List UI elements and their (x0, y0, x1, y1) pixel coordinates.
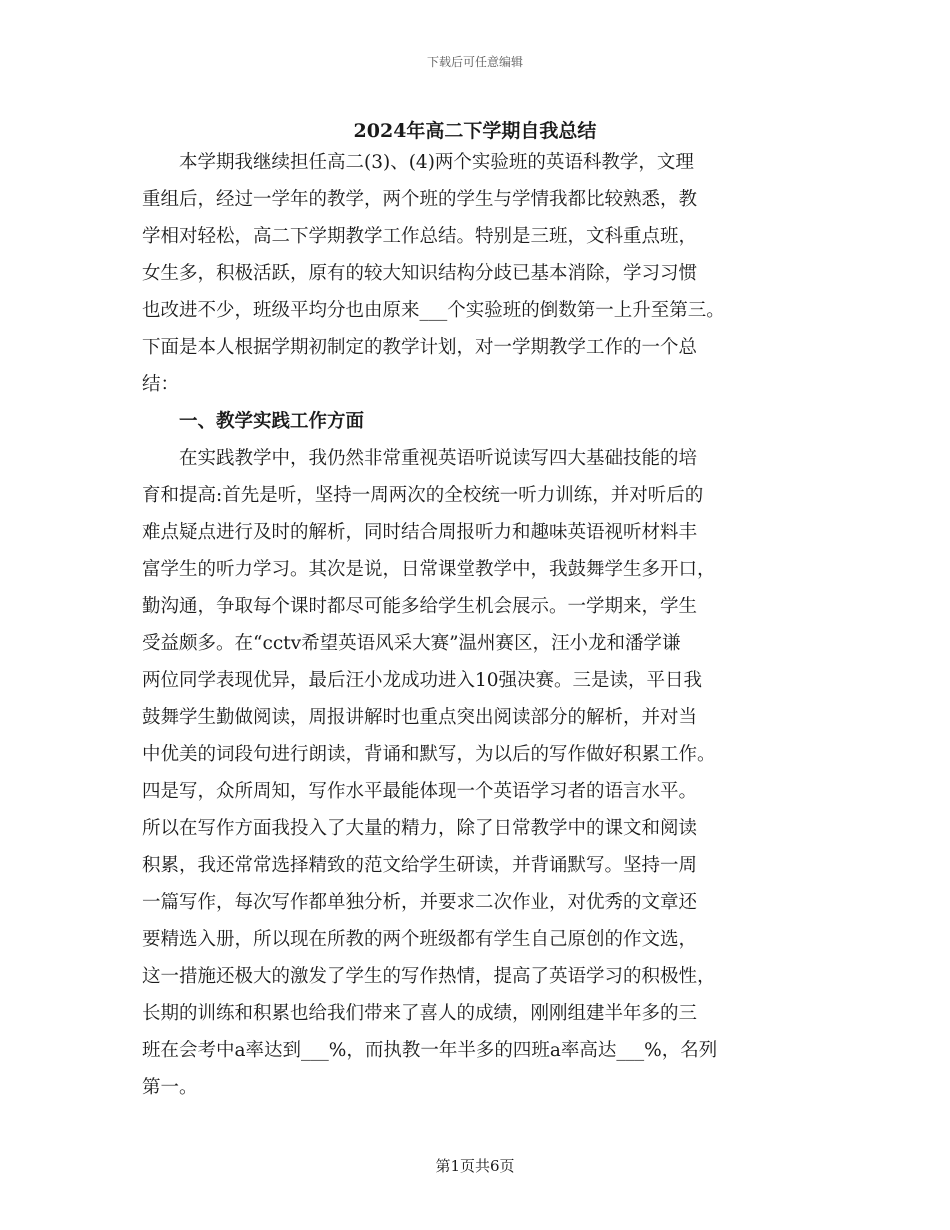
paragraph-line: 受益颇多。在“cctv希望英语风采大赛”温州赛区，汪小龙和潘学谦 (142, 633, 681, 654)
document-title: 2024年高二下学期自我总结 (353, 120, 597, 142)
paragraph-line: 学相对轻松，高二下学期教学工作总结。特别是三班，文科重点班， (142, 226, 698, 247)
page-header: 下载后可任意编辑 (426, 55, 523, 69)
paragraph-line: 所以在写作方面我投入了大量的精力，除了日常教学中的课文和阅读 (142, 818, 698, 839)
paragraph-line: 下面是本人根据学期初制定的教学计划，对一学期教学工作的一个总 (142, 337, 698, 358)
paragraph-line: 鼓舞学生勤做阅读，周报讲解时也重点突出阅读部分的解析，并对当 (142, 707, 698, 728)
paragraph-line: 重组后，经过一学年的教学，两个班的学生与学情我都比较熟悉，教 (142, 189, 698, 210)
paragraph-line: 勤沟通，争取每个课时都尽可能多给学生机会展示。一学期来，学生 (142, 596, 698, 617)
paragraph-line: 要精选入册，所以现在所教的两个班级都有学生自己原创的作文选， (142, 929, 698, 950)
paragraph-line: 在实践教学中，我仍然非常重视英语听说读写四大基础技能的培 (142, 448, 698, 469)
document-body (142, 144, 822, 1106)
paragraph-line: 也改进不少，班级平均分也由原来___个实验班的倒数第一上升至第三。 (142, 300, 725, 321)
paragraph-line: 结： (142, 374, 180, 395)
paragraph-line: 这一措施还极大的激发了学生的写作热情，提高了英语学习的积极性， (142, 966, 716, 987)
paragraph-line: 本学期我继续担任高二(3)、(4)两个实验班的英语科教学，文理 (142, 152, 694, 173)
paragraph-line: 富学生的听力学习。其次是说，日常课堂教学中，我鼓舞学生多开口， (142, 559, 716, 580)
paragraph-line: 四是写，众所周知，写作水平最能体现一个英语学习者的语言水平。 (142, 781, 698, 802)
section-heading: 一、教学实践工作方面 (142, 411, 365, 432)
paragraph-line: 难点疑点进行及时的解析，同时结合周报听力和趣味英语视听材料丰 (142, 522, 698, 543)
paragraph-line: 中优美的词段句进行朗读，背诵和默写，为以后的写作做好积累工作。 (142, 744, 716, 765)
paragraph-line: 女生多，积极活跃，原有的较大知识结构分歧已基本消除，学习习惯 (142, 263, 698, 284)
paragraph-line: 一篇写作，每次写作都单独分析，并要求二次作业，对优秀的文章还 (142, 892, 698, 913)
paragraph-line: 育和提高:首先是听，坚持一周两次的全校统一听力训练，并对听后的 (142, 485, 704, 506)
paragraph-line: 班在会考中a率达到___%，而执教一年半多的四班a率高达___%，名列 (142, 1040, 718, 1061)
paragraph-line: 第一。 (142, 1077, 198, 1098)
paragraph-line: 积累，我还常常选择精致的范文给学生研读，并背诵默写。坚持一周 (142, 855, 698, 876)
paragraph-line: 长期的训练和积累也给我们带来了喜人的成绩，刚刚组建半年多的三 (142, 1003, 698, 1024)
page-footer: 第1页共6页 (435, 1157, 515, 1175)
paragraph-line: 两位同学表现优异，最后汪小龙成功进入10强决赛。三是读，平日我 (142, 670, 703, 691)
